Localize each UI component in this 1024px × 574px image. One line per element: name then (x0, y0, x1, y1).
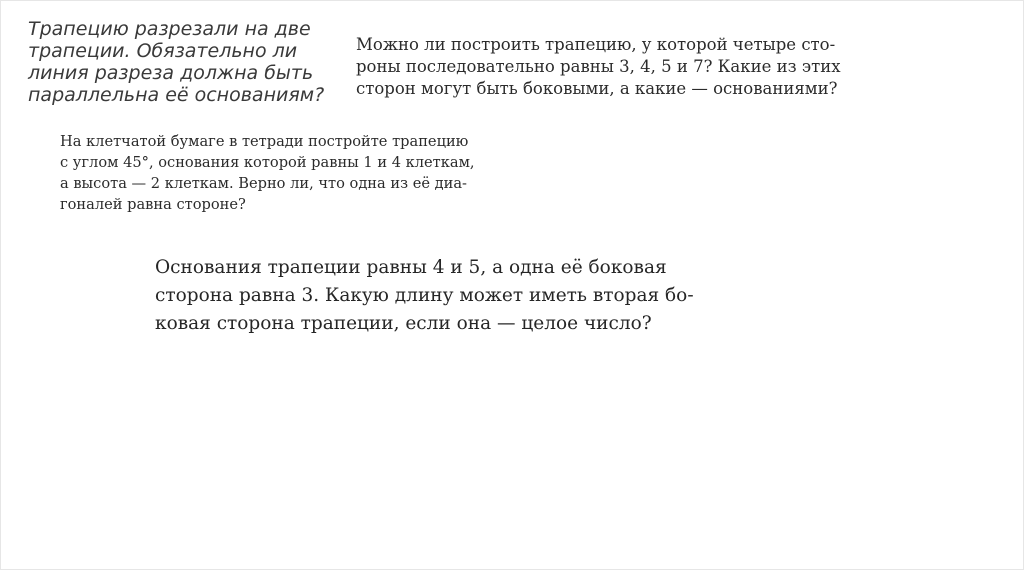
slide-left-border (0, 0, 1, 570)
problem-second-leg-length (155, 254, 795, 338)
problem-line: Трапецию разрезали на две (28, 18, 311, 40)
problem-grid-paper-trapezoid (60, 131, 560, 215)
slide-bottom-border (0, 569, 1024, 570)
problem-line: трапеции. Обязательно ли (28, 40, 298, 62)
problem-line: ковая сторона трапеции, если она — целое число? (155, 313, 652, 334)
problem-line: Основания трапеции равны 4 и 5, а одна её боковая (155, 257, 667, 278)
problem-construct-trapezoid (356, 34, 901, 100)
problem-line: линия разреза должна быть (28, 62, 314, 84)
slide-top-border (0, 0, 1024, 1)
problem-line: сторон могут быть боковыми, а какие — основаниями? (356, 79, 838, 98)
problem-line: с углом 45°, основания которой равны 1 и 4 клеткам, (60, 154, 475, 171)
problem-line: параллельна её основаниям? (28, 84, 325, 106)
problem-line: роны последовательно равны 3, 4, 5 и 7? Какие из этих (356, 57, 841, 76)
problem-line: Можно ли построить трапецию, у которой четыре сто- (356, 35, 836, 54)
problem-line: гоналей равна стороне? (60, 196, 246, 213)
problem-line: На клетчатой бумаге в тетради постройте трапецию (60, 133, 469, 150)
problem-line: сторона равна 3. Какую длину может иметь вторая бо- (155, 285, 694, 306)
problem-line: а высота — 2 клеткам. Верно ли, что одна из её диа- (60, 175, 467, 192)
problem-trapezoid-cut (28, 18, 328, 106)
